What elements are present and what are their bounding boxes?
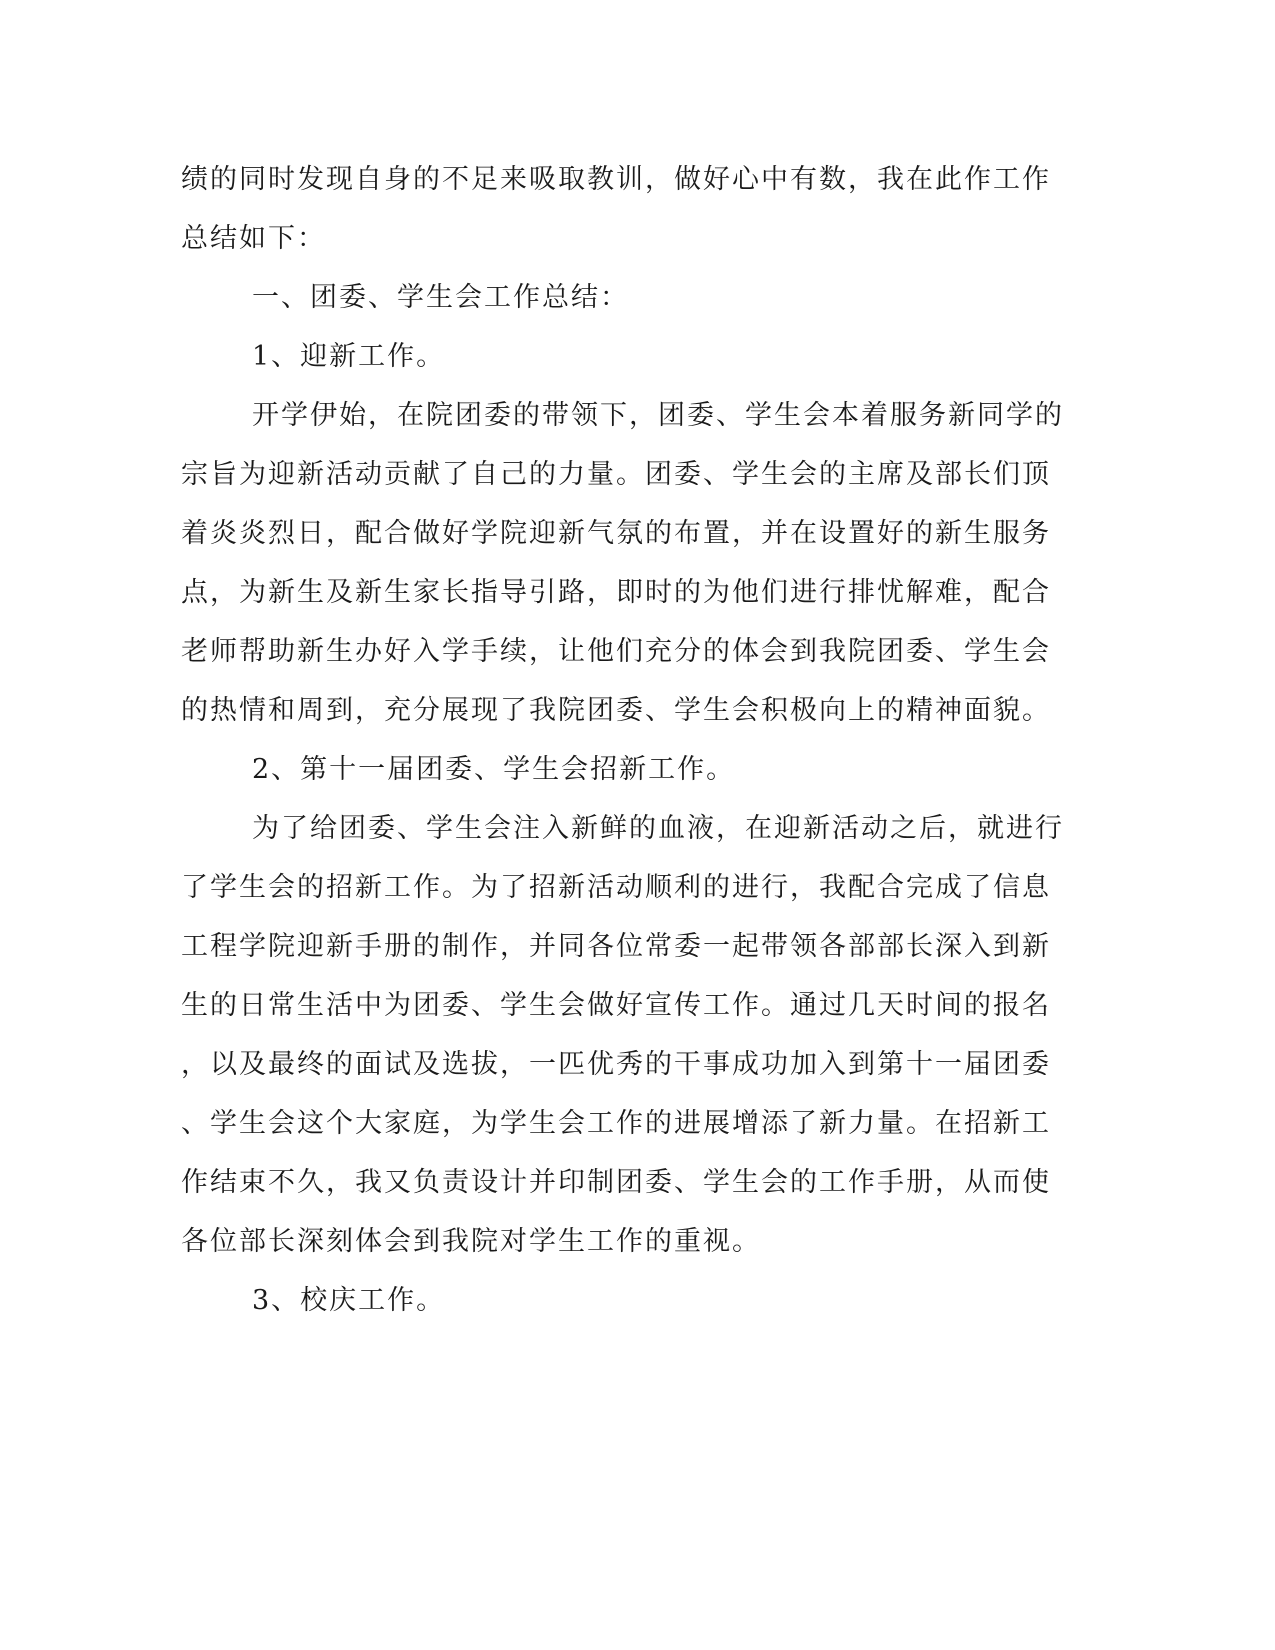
paragraph-line: 绩的同时发现自身的不足来吸取教训，做好心中有数，我在此作工作 [181, 164, 1051, 195]
paragraph-line: 、学生会这个大家庭，为学生会工作的进展增添了新力量。在招新工 [181, 1108, 1051, 1139]
paragraph-line: 宗旨为迎新活动贡献了自己的力量。团委、学生会的主席及部长们顶 [181, 459, 1051, 490]
paragraph-line: 作结束不久，我又负责设计并印制团委、学生会的工作手册，从而使 [181, 1167, 1051, 1198]
paragraph-line: 各位部长深刻体会到我院对学生工作的重视。 [181, 1226, 761, 1257]
subsection-heading: 2、第十一届团委、学生会招新工作。 [252, 754, 736, 785]
paragraph-line: 工程学院迎新手册的制作，并同各位常委一起带领各部部长深入到新 [181, 931, 1051, 962]
paragraph-line: 的热情和周到，充分展现了我院团委、学生会积极向上的精神面貌。 [181, 695, 1051, 726]
paragraph-line: 点，为新生及新生家长指导引路，即时的为他们进行排忧解难，配合 [181, 577, 1051, 608]
paragraph-line: 总结如下： [181, 223, 326, 254]
section-heading: 一、团委、学生会工作总结： [252, 282, 629, 313]
paragraph-line: 着炎炎烈日，配合做好学院迎新气氛的布置，并在设置好的新生服务 [181, 518, 1051, 549]
paragraph-line: ，以及最终的面试及选拔，一匹优秀的干事成功加入到第十一届团委 [181, 1049, 1051, 1080]
paragraph-line: 生的日常生活中为团委、学生会做好宣传工作。通过几天时间的报名 [181, 990, 1051, 1021]
paragraph-line: 老师帮助新生办好入学手续，让他们充分的体会到我院团委、学生会 [181, 636, 1051, 667]
paragraph-line: 开学伊始，在院团委的带领下，团委、学生会本着服务新同学的 [252, 400, 1064, 431]
paragraph-line: 了学生会的招新工作。为了招新活动顺利的进行，我配合完成了信息 [181, 872, 1051, 903]
subsection-heading: 3、校庆工作。 [252, 1285, 446, 1316]
subsection-heading: 1、迎新工作。 [252, 341, 446, 372]
paragraph-line: 为了给团委、学生会注入新鲜的血液，在迎新活动之后，就进行 [252, 813, 1064, 844]
